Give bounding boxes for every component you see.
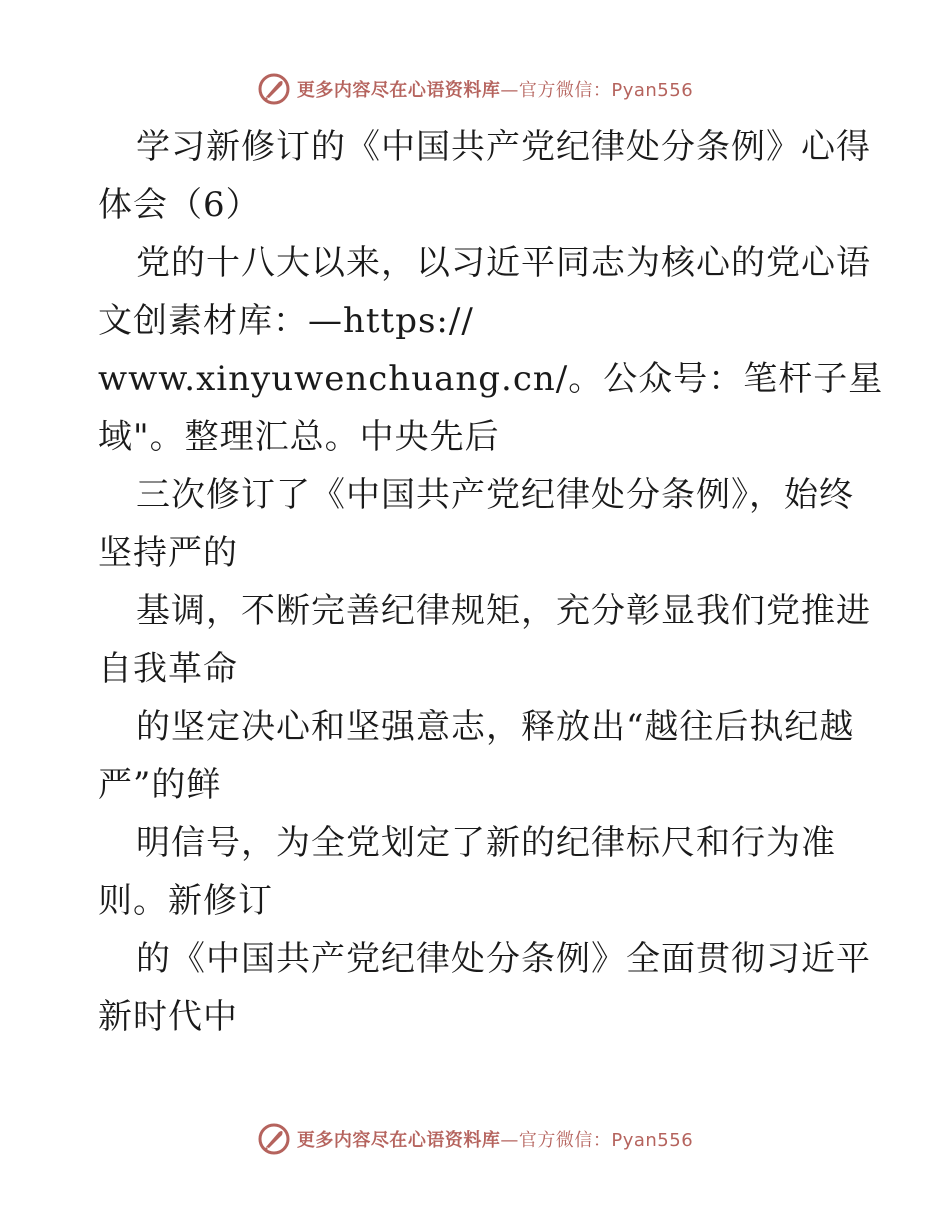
paragraph-line: 坚持严的 [98,533,238,573]
quill-pen-logo-icon [257,72,291,106]
paragraph-line: 基调，不断完善纪律规矩，充分彰显我们党推进 [136,591,871,631]
document-body [98,118,884,1046]
title-line-2: 体会（6） [98,185,261,225]
paragraph-line: 严”的鲜 [98,765,222,805]
paragraph-line: 则。新修订 [98,881,273,921]
paragraph-line: 的《中国共产党纪律处分条例》全面贯彻习近平 [136,939,871,979]
footer-banner-text: 更多内容尽在心语资料库—官方微信：Pyan556 [296,1130,694,1151]
header-banner-text: 更多内容尽在心语资料库—官方微信：Pyan556 [296,80,694,101]
paragraph-line: www.xinyuwenchuang.cn/。公众号：笔杆子星 [98,359,884,399]
quill-pen-logo-icon [257,1122,291,1156]
paragraph-line: 文创素材库：—https:// [98,301,474,341]
paragraph-line: 域"。整理汇总。中央先后 [98,417,500,457]
paragraph-line: 党的十八大以来，以习近平同志为核心的党心语 [136,243,871,283]
header-banner [0,72,950,106]
paragraph-line: 的坚定决心和坚强意志，释放出“越往后执纪越 [136,707,855,747]
title-line-1: 学习新修订的《中国共产党纪律处分条例》心得 [136,127,871,167]
paragraph-line: 新时代中 [98,997,238,1037]
paragraph-line: 自我革命 [98,649,238,689]
paragraph-line: 三次修订了《中国共产党纪律处分条例》，始终 [136,475,854,515]
footer-banner [0,1122,950,1156]
paragraph-line: 明信号，为全党划定了新的纪律标尺和行为准 [136,823,836,863]
